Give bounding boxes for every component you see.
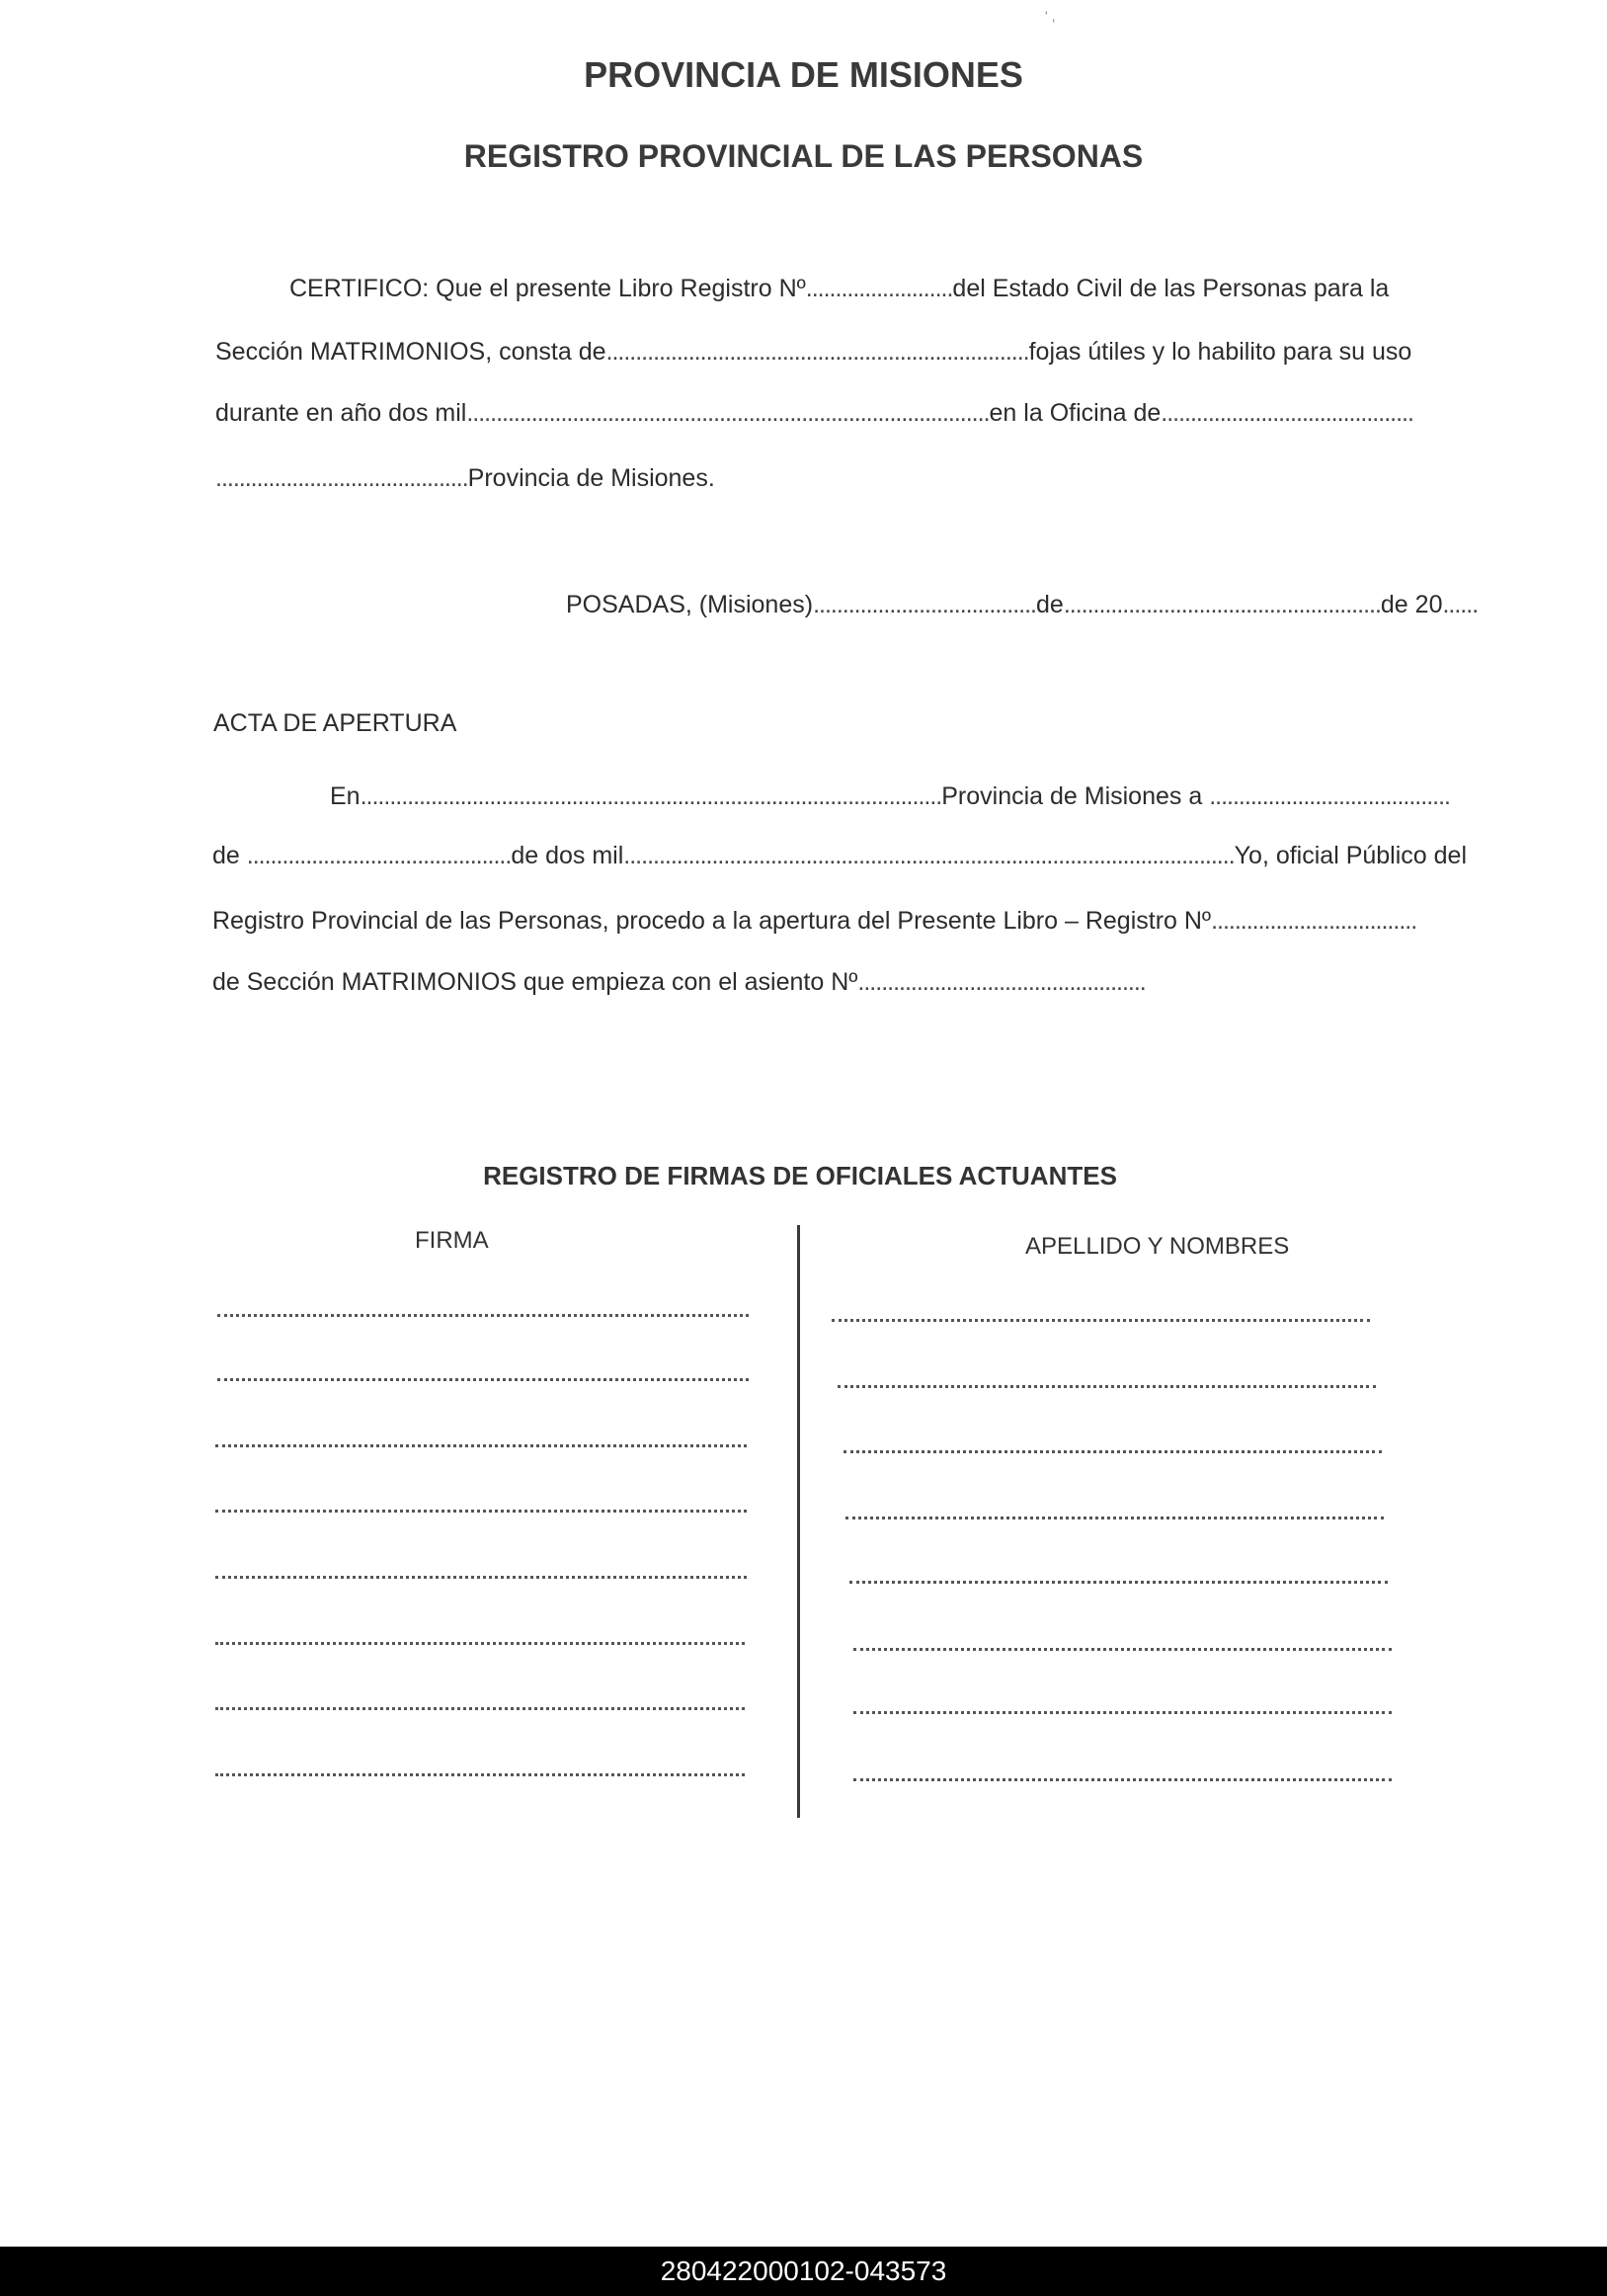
certificado-text: Sección MATRIMONIOS, consta de: [215, 338, 606, 366]
fecha-text: POSADAS, (Misiones): [566, 591, 814, 618]
fill-dots: .................................................: [857, 968, 1146, 996]
certificado-text: Provincia de Misiones.: [467, 464, 715, 492]
fill-dots: .............................................: [246, 842, 512, 869]
fill-dots: ......................................: [813, 591, 1037, 618]
fill-dots: ...........................................: [215, 464, 468, 492]
col-head-nombres: APELLIDO Y NOMBRES: [1025, 1233, 1290, 1260]
acta-text: de dos mil: [511, 842, 624, 869]
nombres-line[interactable]: [853, 1778, 1392, 1781]
certificado-line-2: [215, 338, 1411, 367]
firmas-title: REGISTRO DE FIRMAS DE OFICIALES ACTUANTES: [483, 1161, 1117, 1190]
firma-line[interactable]: [215, 1576, 747, 1579]
document-title: PROVINCIA DE MISIONES: [584, 54, 1023, 95]
acta-text: de: [212, 842, 240, 869]
acta-line-1: [330, 782, 1450, 811]
fill-dots: .........................................: [1209, 782, 1450, 810]
acta-text: Registro Provincial de las Personas, procedo a la apertura del Presente Libro – Registro Nº: [212, 907, 1212, 935]
nombres-line[interactable]: [838, 1385, 1376, 1388]
fill-dots: ......: [1442, 591, 1479, 618]
acta-text: En: [330, 782, 361, 810]
col-head-firma: FIRMA: [415, 1227, 489, 1254]
fill-dots: ........................................................................................................: [623, 842, 1235, 869]
fill-dots: ......................................................: [1063, 591, 1381, 618]
nombres-line[interactable]: [853, 1648, 1392, 1651]
nombres-line[interactable]: [832, 1319, 1370, 1322]
nombres-line[interactable]: [845, 1517, 1384, 1519]
fill-dots: ...................................................................................................: [360, 782, 942, 810]
nombres-line[interactable]: [849, 1581, 1388, 1584]
certificado-text: CERTIFICO: Que el presente Libro Registro Nº: [289, 275, 806, 302]
certificado-text: fojas útiles y lo habilito para su uso: [1028, 338, 1412, 366]
certificado-text: del Estado Civil de las Personas para la: [952, 275, 1390, 302]
acta-text: Yo, oficial Público del: [1234, 842, 1467, 869]
acta-line-3: [212, 907, 1416, 936]
fecha-text: de 20: [1380, 591, 1443, 618]
firma-line[interactable]: [215, 1444, 747, 1447]
fecha-line: [566, 591, 1478, 619]
fill-dots: ...........................................: [1161, 399, 1413, 427]
firma-line[interactable]: [217, 1378, 749, 1381]
firma-line[interactable]: [215, 1642, 745, 1645]
fill-dots: .........................: [805, 275, 953, 302]
nombres-line[interactable]: [853, 1711, 1392, 1714]
acta-line-4: [212, 968, 1146, 997]
nombres-line[interactable]: [844, 1450, 1382, 1453]
acta-line-2: [212, 842, 1467, 870]
scan-speck: ' ,: [1045, 8, 1056, 24]
acta-text: de Sección MATRIMONIOS que empieza con el asiento Nº: [212, 968, 858, 996]
firma-line[interactable]: [215, 1510, 747, 1513]
document-subtitle: REGISTRO PROVINCIAL DE LAS PERSONAS: [463, 138, 1144, 174]
document-id: 280422000102-043573: [660, 2255, 947, 2286]
fill-dots: .........................................................................................: [466, 399, 990, 427]
fill-dots: ...................................: [1211, 907, 1417, 935]
acta-heading: ACTA DE APERTURA: [213, 709, 457, 737]
fecha-text: de: [1036, 591, 1064, 618]
certificado-line-3: [215, 399, 1413, 428]
firma-line[interactable]: [215, 1707, 745, 1710]
acta-text: Provincia de Misiones a: [941, 782, 1203, 810]
firma-line[interactable]: [217, 1314, 749, 1317]
certificado-line-1: [289, 275, 1389, 303]
certificado-line-4: [215, 464, 715, 493]
column-divider: [797, 1225, 800, 1818]
fill-dots: ........................................................................: [605, 338, 1029, 366]
certificado-text: en la Oficina de: [989, 399, 1162, 427]
certificado-text: durante en año dos mil: [215, 399, 467, 427]
firma-line[interactable]: [215, 1773, 745, 1776]
document-id-bar: [0, 2247, 1607, 2296]
